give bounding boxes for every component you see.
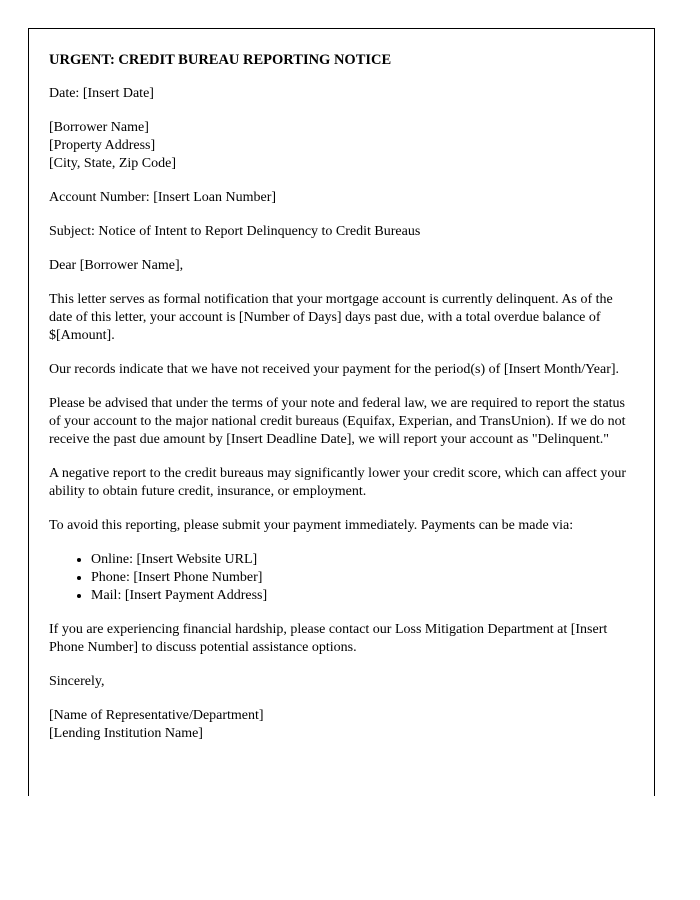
institution-name-line: [Lending Institution Name]	[49, 726, 203, 741]
paragraph-delinquency-notice: This letter serves as formal notification that your mortgage account is currently delinquent. As of the date of this letter, your account is [Number of Days] days past due, with a total overdue balance of $[Amount].	[49, 292, 613, 343]
letter-title: URGENT: CREDIT BUREAU REPORTING NOTICE	[49, 52, 392, 68]
payment-option-mail: • Mail: [Insert Payment Address]	[91, 587, 634, 605]
date-line: Date: [Insert Date]	[49, 86, 154, 101]
signature-block	[49, 707, 634, 743]
representative-name-line: [Name of Representative/Department]	[49, 708, 264, 723]
account-number-line: Account Number: [Insert Loan Number]	[49, 190, 277, 205]
recipient-address-block	[49, 119, 634, 173]
property-address-line: [Property Address]	[49, 138, 156, 153]
subject-line: Subject: Notice of Intent to Report Delinquency to Credit Bureaus	[49, 224, 421, 239]
letter-document	[28, 28, 655, 796]
payment-option-online: • Online: [Insert Website URL]	[91, 551, 634, 569]
closing: Sincerely,	[49, 674, 105, 689]
paragraph-credit-bureau-warning: Please be advised that under the terms of your note and federal law, we are required to report the status of your account to the major national credit bureaus (Equifax, Experian, and TransUnion). If we do not receive the past due amount by [Insert Deadline Date], we will report your account as "Delinquent."	[49, 396, 626, 447]
paragraph-payment-instructions: To avoid this reporting, please submit your payment immediately. Payments can be made via:	[49, 518, 574, 533]
payment-option-phone: • Phone: [Insert Phone Number]	[91, 569, 634, 587]
paragraph-credit-score-impact: A negative report to the credit bureaus may significantly lower your credit score, which can affect your ability to obtain future credit, insurance, or employment.	[49, 466, 627, 499]
paragraph-missed-payment: Our records indicate that we have not received your payment for the period(s) of [Insert Month/Year].	[49, 362, 620, 377]
borrower-name-line: [Borrower Name]	[49, 120, 149, 135]
city-state-zip-line: [City, State, Zip Code]	[49, 156, 177, 171]
payment-options-list	[49, 551, 634, 605]
salutation: Dear [Borrower Name],	[49, 258, 184, 273]
paragraph-hardship-assistance: If you are experiencing financial hardship, please contact our Loss Mitigation Department at [Insert Phone Number] to discuss potential assistance options.	[49, 622, 608, 655]
